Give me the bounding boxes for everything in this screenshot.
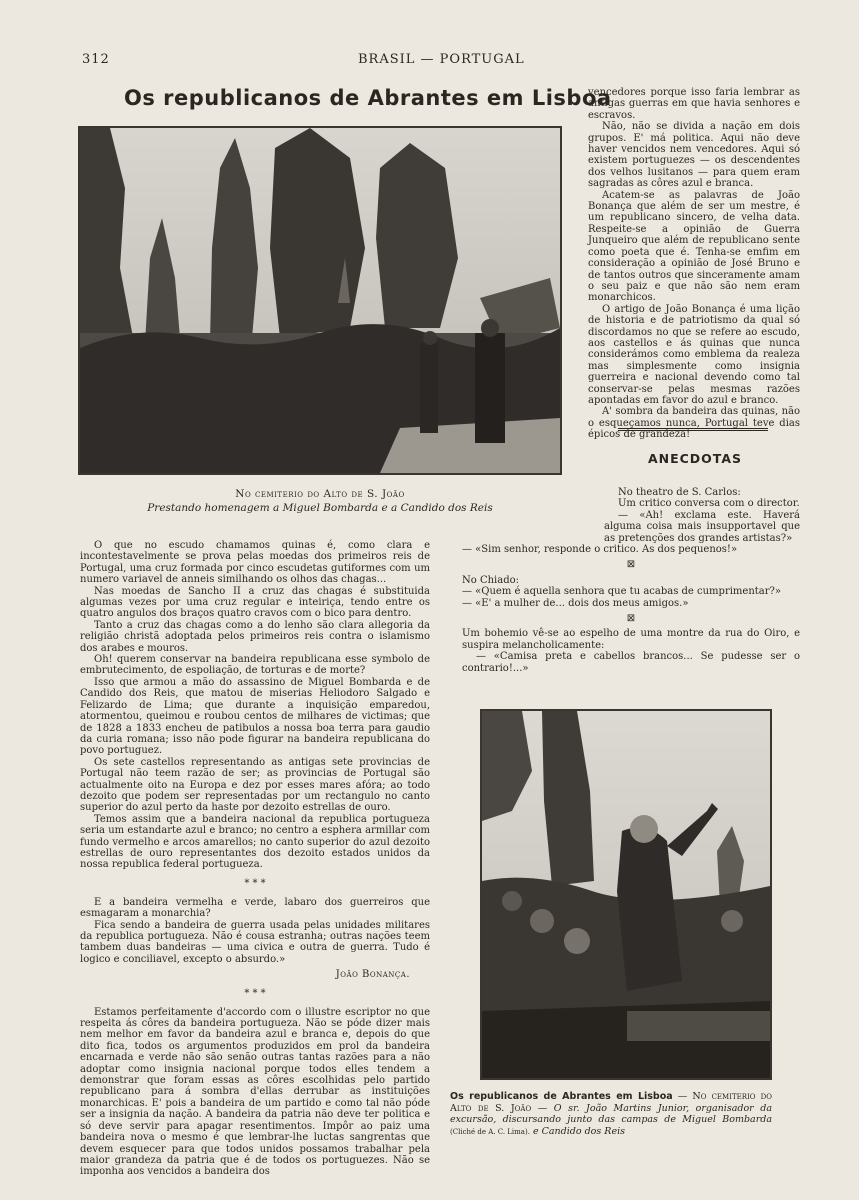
paragraph: Tanto a cruz das chagas como a do lenho são clara allegoria da religião christã adoptada pelos primeiros reis contra o islamismo dos arabes e mouros. (80, 619, 430, 654)
anecdote-line: — «Quem é aquella senhora que tu acabas de cumprimentar?» (462, 586, 781, 598)
photo2-caption-credit: (Cliché de A. C. Lima). (450, 1127, 530, 1136)
paragraph: Nas moedas de Sancho II a cruz das chagas é substituida algumas vezes por uma cruz regular e inteiriça, tendo entre os quatro angulos dos braços quatro cravos com o bico para dentro. (80, 585, 430, 620)
anecdote-line: — «Ah! exclama este. Haverá alguma coisa mais insupportavel que as pretenções dos grandes artistas?» (604, 509, 800, 544)
paragraph: Isso que armou a mão do assassino de Miguel Bombarda e de Candido dos Reis, que matou de miserias Heliodoro Salgado e Felizardo de Lima; que durante a inquisição emparedou, atormentou, queimou e roubou centos de milhares de victimas; que de 1828 a 1833 encheu de patibulos a nossa boa terra para gaudio da curia romana; isso não pode figurar na bandeira republicana do povo portuguez. (80, 676, 430, 757)
section-divider (618, 428, 768, 431)
photo1-caption-desc: Prestando homenagem a Miguel Bombarda e a Candido dos Reis (147, 502, 493, 514)
photo2-caption-end: e Candido dos Reis (532, 1125, 625, 1137)
photo2-caption-desc: — O sr. João Martins Junior, organisador da excursão, discursando junto das campas de Miguel Bombarda (450, 1102, 772, 1125)
paragraph: E a bandeira vermelha e verde, labaro dos guerreiros que esmagaram a monarchia? (80, 896, 430, 920)
paragraph: Acatem-se as palavras de João Bonança que além de ser um mestre, é um republicano sincero, de velha data. Respeite-se a opinião de Guerra Junqueiro que além de republicano sente como poeta que é. Tenha-se emfim em consideração a opinião de José Bruno e de tantos outros que sinceramente amam o seu paiz e que não são nem eram monarchicos. (588, 189, 800, 304)
photo-cemetery-crowd (78, 126, 562, 475)
anecdote-1 (462, 487, 800, 674)
section-stars: * * * (244, 877, 266, 889)
anecdote-line: No Chiado: (462, 574, 519, 586)
running-head: BRASIL — PORTUGAL (358, 52, 525, 67)
photo-cemetery-crowd-illustration (80, 128, 560, 473)
page-number: 312 (82, 52, 110, 67)
anecdote-line: No theatro de S. Carlos: (618, 487, 741, 498)
paragraph: Oh! querem conservar na bandeira republicana esse symbolo de embrutecimento, de espoliação, de torturas e de morte? (80, 654, 430, 677)
paragraph: O artigo de João Bonança é uma lição de historia e de patriotismo da qual só discordamos no que se refere ao escudo, aos castellos e ás quinas que nunca considerámos como emblema da realeza mas simplesmente como insignia guerreira e nacional devendo como tal conservar-se pelas mesmas razões apontadas em favor do azul e branco. (588, 303, 800, 406)
photo2-caption-place: — No cemiterio do Alto de S. João (450, 1091, 772, 1114)
ornament-icon: ⊠ (626, 559, 636, 571)
photo1-caption-place: No cemiterio do Alto de S. João (235, 488, 405, 500)
paragraph: vencedores porque isso faria lembrar as antigas guerras em que havia senhores e escravos. (588, 87, 800, 121)
paragraph: Os sete castellos representando as antigas sete provincias de Portugal não teem razão de ser; as provincias de Portugal são actualmente oito na Europa e dez por esses mares afóra; ao todo dezoito que podem ser representadas por um rectangulo no canto superior do azul perto da haste por dezoito estrellas de ouro. (80, 756, 430, 814)
article-title: Os republicanos de Abrantes em Lisboa (124, 86, 612, 110)
author-signature: João Bonança. (335, 969, 410, 981)
anecdote-line: — «Camisa preta e cabellos brancos... Se pudesse ser o contrario!...» (462, 651, 800, 674)
paragraph: Fica sendo a bandeira de guerra usada pelas unidades militares da republica portugueza. Não é cousa estranha; outras nações teem tambem duas bandeiras — uma civica e outra de guerra. Tudo é logico e conciliavel, excepto o absurdo.» (80, 919, 430, 965)
anecdotes-heading: ANECDOTAS (647, 451, 743, 466)
photo2-caption (450, 1091, 772, 1138)
article-body-left (80, 540, 430, 1178)
paragraph: O que no escudo chamamos quinas é, como clara e incontestavelmente se prova pelas moedas dos primeiros reis de Portugal, uma cruz formada por cinco escudetas gutiformes com um numero variavel de anneis similhando os olhos das chagas... (80, 540, 430, 586)
paragraph: Temos assim que a bandeira nacional da republica portugueza seria um estandarte azul e branco; no centro a esphera armillar com fundo vermelho e arcos amarellos; no canto superior do azul dezoito estrellas de ouro representantes dos dezoito estados unidos da nossa republica federal portugueza. (80, 813, 430, 871)
photo-speaker (480, 709, 772, 1080)
anecdote-line: — «Sim senhor, responde o critico. As dos pequenos!» (462, 544, 738, 556)
paragraph: Não, não se divida a nação em dois grupos. E' má politica. Aqui não deve haver vencidos nem vencedores. Aqui só existem portuguezes — os descendentes dos velhos lusitanos — para quem eram sagradas as côres azul e branca. (588, 121, 800, 190)
anecdote-line: — «E' a mulher de... dois dos meus amigos.» (462, 597, 689, 609)
anecdote-line: Um critico conversa com o director. (618, 498, 800, 510)
ornament-icon: ⊠ (626, 613, 636, 625)
article-body-right (588, 87, 800, 441)
section-stars: * * * (244, 987, 266, 999)
paragraph: A' sombra da bandeira das quinas, não o esqueçamos nunca, Portugal teve dias épicos de grandeza! (588, 406, 800, 441)
anecdote-line: Um bohemio vê-se ao espelho de uma montre da rua do Oiro, e suspira melancholicamente: (462, 628, 800, 651)
paragraph: Estamos perfeitamente d'accordo com o illustre escriptor no que respeita ás côres da bandeira portugueza. Não se póde dizer mais nem melhor em favor da bandeira azul e branca e, depois do que dito fica, todos os argumentos produzidos em prol da bandeira encarnada e verde não são senão outras tantas razões para a não adoptar como insignia nacional porque todos elles tendem a demonstrar que foram essas as côres escolhidas pelo partido republicano para á sombra d'ellas derrubar as instituições monarchicas. E' pois a bandeira de um partido e como tal não póde ser a insignia da nação. A bandeira da patria não deve ter politica e só deve servir para apagar resentimentos. Impôr ao paiz uma bandeira nova o mesmo é que lembrar-lhe luctas sangrentas que devem esquecer para que todos unidos possamos trabalhar pela maior grandeza da patria que é de todos os portuguezes. Não se imponha aos vencidos a bandeira dos (80, 1006, 430, 1178)
photo-speaker-illustration (482, 711, 770, 1078)
photo2-caption-title: Os republicanos de Abrantes em Lisboa (450, 1091, 673, 1102)
